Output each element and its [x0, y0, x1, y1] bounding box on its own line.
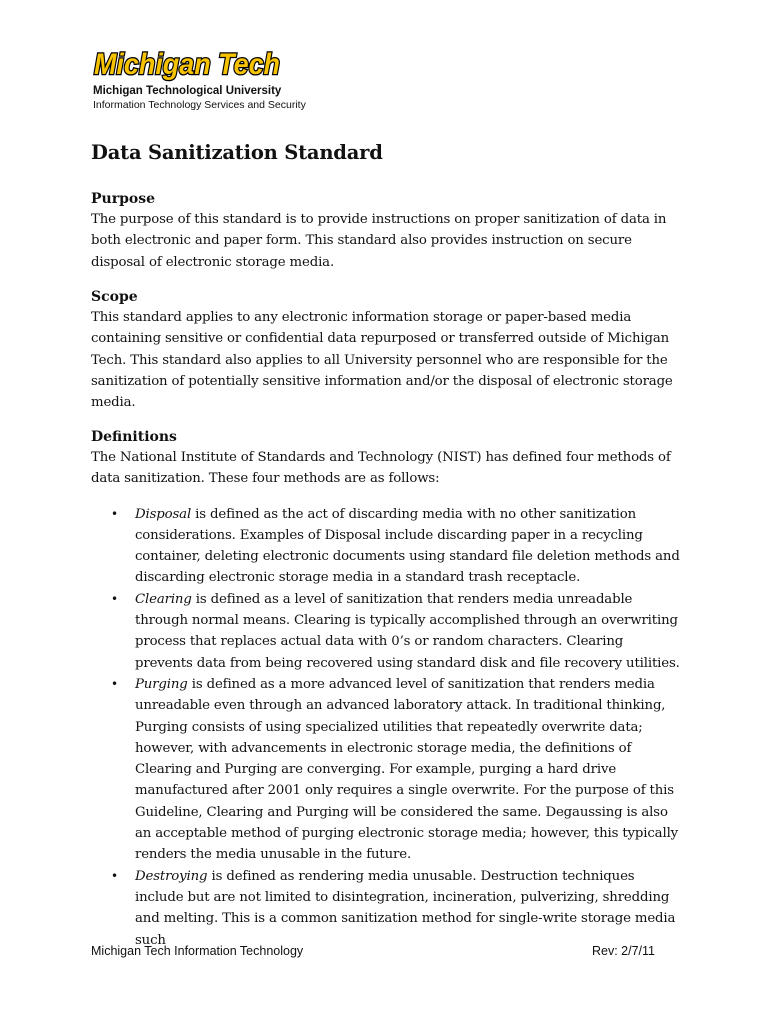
definition-text: is defined as a more advanced level of sanitization that renders media unreadable even through an advanced laboratory attack. In traditional thinking, Purging consists of using specialized utilities that repeatedly overwrite data; however, with advancements in electronic storage media, the definitions of Clearing and Purging are converging. For example, purging a hard drive manufactured after 2001 only requires a single overwrite. For the purpose of this Guideline, Clearing and Purging will be considered the same. Degaussing is also an acceptable method of purging electronic storage media; however, this typically renders the media unusable in the future. [135, 676, 679, 863]
definition-term: Purging [135, 676, 188, 692]
definition-text: is defined as the act of discarding media with no other sanitization considerations. Examples of Disposal include discarding paper in a recycling container, deleting electronic documents using standard file deletion methods and discarding electronic storage media in a standard trash receptacle. [135, 506, 680, 586]
purpose-text: The purpose of this standard is to provide instructions on proper sanitization of data in both electronic and paper form. This standard also provides instruction on secure disposal of electronic storage media. [91, 212, 667, 270]
scope-section [91, 287, 681, 413]
definitions-intro: The National Institute of Standards and Technology (NIST) has defined four methods of data sanitization. These four methods are as follows: [91, 450, 671, 487]
logo-department-name: Information Technology Services and Security [93, 99, 306, 111]
definition-text: is defined as a level of sanitization that renders media unreadable through normal means. Clearing is typically accomplished through an overwriting process that replaces actual data with 0’s or random characters. Clearing prevents data from being recovered using standard disk and file recovery utilities. [135, 591, 680, 671]
definition-term: Clearing [135, 591, 192, 607]
michigan-tech-wordmark [91, 46, 283, 82]
definitions-list [91, 504, 681, 951]
bullet-icon: • [111, 506, 118, 521]
definitions-heading: Definitions [91, 429, 177, 445]
document-page [91, 0, 691, 1024]
footer-organization: Michigan Tech Information Technology [91, 944, 304, 958]
document-title: Data Sanitization Standard [91, 141, 383, 164]
bullet-icon: • [111, 676, 118, 691]
purpose-section [91, 189, 681, 273]
list-item [91, 866, 681, 951]
list-item [91, 504, 681, 589]
definition-text: is defined as rendering media unusable. Destruction techniques include but are not limited to disintegration, incineration, pulverizing, shredding and melting. This is a common sanitization method for single-write storage media such [135, 868, 676, 948]
definition-term: Destroying [135, 868, 208, 884]
logo-university-name: Michigan Technological University [93, 85, 282, 97]
definition-term: Disposal [135, 506, 192, 522]
footer-revision: Rev: 2/7/11 [591, 944, 655, 958]
purpose-heading: Purpose [91, 191, 155, 207]
scope-text: This standard applies to any electronic information storage or paper-based media containing sensitive or confidential data repurposed or transferred outside of Michigan Tech. This standard also applies to all University personnel who are responsible for the sanitization of potentially sensitive information and/or the disposal of electronic storage media. [91, 310, 673, 411]
definitions-section [91, 427, 681, 951]
list-item [91, 589, 681, 674]
scope-heading: Scope [91, 289, 138, 305]
bullet-icon: • [111, 868, 118, 883]
bullet-icon: • [111, 591, 118, 606]
svg-text:Michigan Tech: Michigan Tech [94, 48, 280, 81]
university-logo [91, 46, 306, 111]
list-item [91, 674, 681, 866]
